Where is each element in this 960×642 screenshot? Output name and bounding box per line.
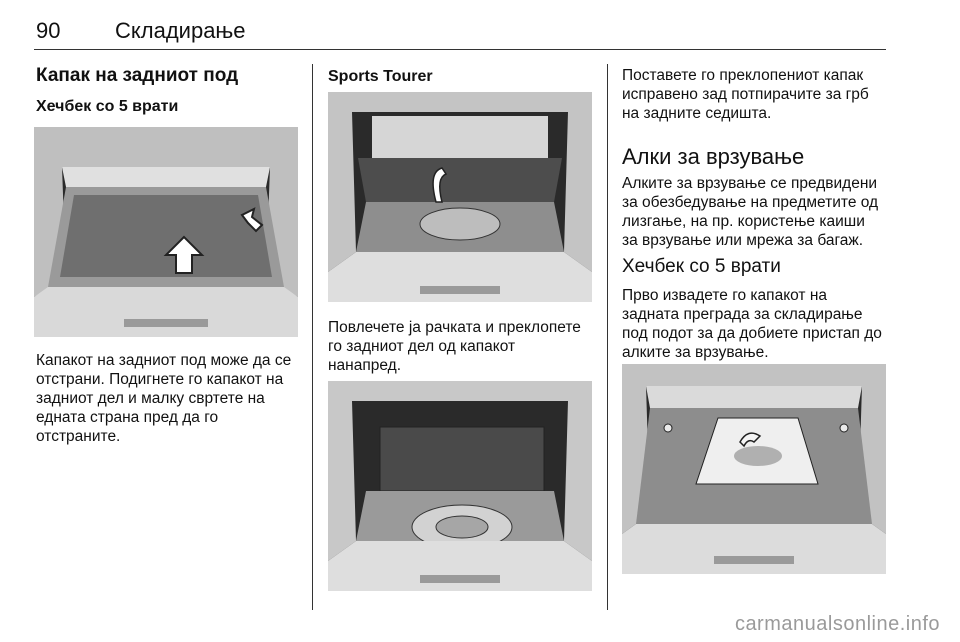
paragraph-pull-handle <box>328 318 604 375</box>
header-divider <box>34 49 886 50</box>
hatchback-floor-drawing <box>34 127 298 337</box>
lashing-eyes-drawing <box>622 364 886 574</box>
page-number: 90 <box>36 18 61 43</box>
illustration-lashing-eyes <box>622 364 886 574</box>
heading-floor-cover: Капак на задниот под <box>36 65 239 86</box>
paragraph-line: под подот за да добиете пристап до <box>622 325 882 342</box>
paragraph-line: отстрани. Подигнете го капакот на <box>36 371 284 388</box>
paragraph-line: Алките за врзување се предвидени <box>622 175 878 192</box>
paragraph-line: отстраните. <box>36 428 121 445</box>
heading-lashing-eyes: Алки за врзување <box>622 144 805 169</box>
paragraph-line: задниот дел и малку свртете на <box>36 390 265 407</box>
illustration-sports-tourer-folded-cover <box>328 381 592 591</box>
sports-tourer-folded-drawing <box>328 381 592 591</box>
paragraph-lashing-eyes <box>622 174 892 250</box>
heading-sports-tourer: Sports Tourer <box>328 68 433 85</box>
paragraph-access-lashing-eyes <box>622 286 892 362</box>
subheading-hatchback-lashing: Хечбек со 5 врати <box>622 256 781 277</box>
paragraph-line: за обезбедување на предметите од <box>622 194 879 211</box>
paragraph-line: на задните седишта. <box>622 105 772 122</box>
paragraph-line: алките за врзување. <box>622 344 769 361</box>
illustration-hatchback-floor-cover <box>34 127 298 337</box>
paragraph-line: Поставете го преклопениот капак <box>622 67 864 84</box>
paragraph-line: за врзување или мрежа за багаж. <box>622 232 864 249</box>
paragraph-line: Капакот на задниот под може да се <box>36 352 292 369</box>
paragraph-floor-cover-removal <box>36 351 306 446</box>
illustration-sports-tourer-handle <box>328 92 592 302</box>
column-divider-left <box>312 64 313 610</box>
footer-watermark: carmanualsonline.info <box>734 613 940 635</box>
paragraph-line: задната преграда за складирање <box>622 306 863 323</box>
paragraph-line: нанапред. <box>328 357 402 374</box>
paragraph-line: лизгање, на пр. користење каиши <box>622 213 865 230</box>
subheading-hatchback: Хечбек со 5 врати <box>36 98 179 115</box>
sports-tourer-handle-drawing <box>328 92 592 302</box>
paragraph-line: исправено зад потпирачите за грб <box>622 86 869 103</box>
paragraph-line: го задниот дел од капакот <box>328 338 516 355</box>
paragraph-line: едната страна пред да го <box>36 409 219 426</box>
paragraph-line: Прво извадете го капакот на <box>622 287 828 304</box>
paragraph-line: Повлечете ја рачката и преклопете <box>328 319 581 336</box>
paragraph-place-cover <box>622 66 892 123</box>
column-divider-right <box>607 64 608 610</box>
section-title: Складирање <box>115 18 246 43</box>
